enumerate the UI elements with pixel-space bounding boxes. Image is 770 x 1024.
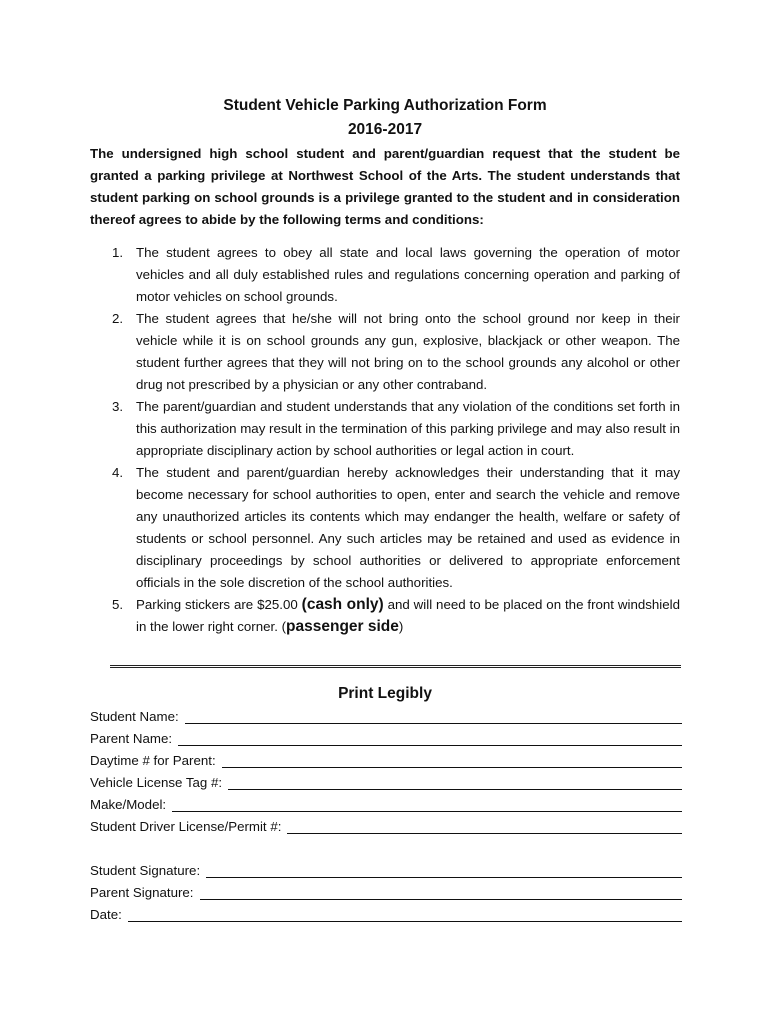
- form-year: 2016-2017: [347, 121, 423, 138]
- student-name-row: [90, 706, 682, 728]
- driver-license-field[interactable]: [287, 817, 682, 834]
- date-field[interactable]: [128, 905, 682, 922]
- parent-signature-label: Parent Signature:: [90, 885, 194, 900]
- term-item: [90, 308, 680, 396]
- term-text-part: Parking stickers are $25.00: [136, 597, 302, 612]
- make-model-label: Make/Model:: [90, 797, 167, 812]
- date-row: [90, 904, 682, 926]
- term-item: [90, 242, 680, 308]
- form-fields: [90, 706, 682, 926]
- student-name-label: Student Name:: [90, 709, 179, 724]
- term-text: The student and parent/guardian hereby acknowledges their understanding that it may become necessary for school authorities to open, enter and search the vehicle and remove any unauthorized articles its contents which may endanger the health, welfare or safety of students or school personnel. Any such articles may be retained and used as evidence in disciplinary proceedings by school authorities or delivered to appropriate enforcement officials in the sole discretion of the school authorities.: [136, 465, 680, 590]
- term-number: 5.: [112, 597, 124, 612]
- intro-paragraph: The undersigned high school student and parent/guardian request that the student be granted a parking privilege at Northwest School of the Arts. The student understands that student parking on school grounds is a privilege granted to the student and in consideration thereof agrees to abide by the following terms and conditions:: [90, 146, 680, 227]
- cash-only-emphasis: (cash only): [301, 596, 384, 613]
- student-signature-field[interactable]: [206, 861, 682, 878]
- parent-name-row: [90, 728, 682, 750]
- term-text: The student agrees that he/she will not bring onto the school ground nor keep in their vehicle while it is on school grounds any gun, explosive, blackjack or other weapon. The student further agrees that they will not bring on to the school grounds any alcohol or other drug not prescribed by a physician or any other contraband.: [136, 311, 680, 392]
- parent-signature-row: [90, 882, 682, 904]
- make-model-row: [90, 794, 682, 816]
- terms-list: [90, 242, 680, 638]
- license-tag-label: Vehicle License Tag #:: [90, 775, 223, 790]
- student-signature-row: [90, 860, 682, 882]
- make-model-field[interactable]: [172, 795, 682, 812]
- term-text-part: ): [398, 619, 404, 634]
- form-title-block: [0, 94, 770, 142]
- section-divider: [110, 665, 681, 668]
- term-item: [90, 396, 680, 462]
- term-number: 1.: [112, 245, 124, 260]
- term-item: [90, 462, 680, 594]
- term-number: 2.: [112, 311, 124, 326]
- student-name-field[interactable]: [185, 707, 682, 724]
- license-tag-field[interactable]: [228, 773, 682, 790]
- daytime-phone-row: [90, 750, 682, 772]
- parent-name-label: Parent Name:: [90, 731, 173, 746]
- print-legibly-heading: Print Legibly: [338, 685, 432, 702]
- term-text: The parent/guardian and student understands that any violation of the conditions set forth in this authorization may result in the termination of this parking privilege and may also result in appropriate disciplinary action by school authorities or legal action in court.: [136, 399, 680, 458]
- form-title: Student Vehicle Parking Authorization Form: [223, 97, 547, 114]
- driver-license-label: Student Driver License/Permit #:: [90, 819, 282, 834]
- term-item: [90, 594, 680, 638]
- daytime-phone-label: Daytime # for Parent:: [90, 753, 216, 768]
- daytime-phone-field[interactable]: [222, 751, 682, 768]
- term-text-part: and will need to be placed on the front windshield in the lower right corner. (: [136, 597, 680, 634]
- term-number: 3.: [112, 399, 124, 414]
- date-label: Date:: [90, 907, 122, 922]
- parent-signature-field[interactable]: [200, 883, 683, 900]
- term-text: The student agrees to obey all state and local laws governing the operation of motor vehicles and all duly established rules and regulations concerning operation and parking of motor vehicles on school grounds.: [136, 245, 680, 304]
- parent-name-field[interactable]: [178, 729, 682, 746]
- license-tag-row: [90, 772, 682, 794]
- student-signature-label: Student Signature:: [90, 863, 201, 878]
- term-number: 4.: [112, 465, 124, 480]
- driver-license-row: [90, 816, 682, 838]
- field-spacer: [90, 838, 682, 860]
- passenger-side-emphasis: passenger side: [286, 618, 399, 635]
